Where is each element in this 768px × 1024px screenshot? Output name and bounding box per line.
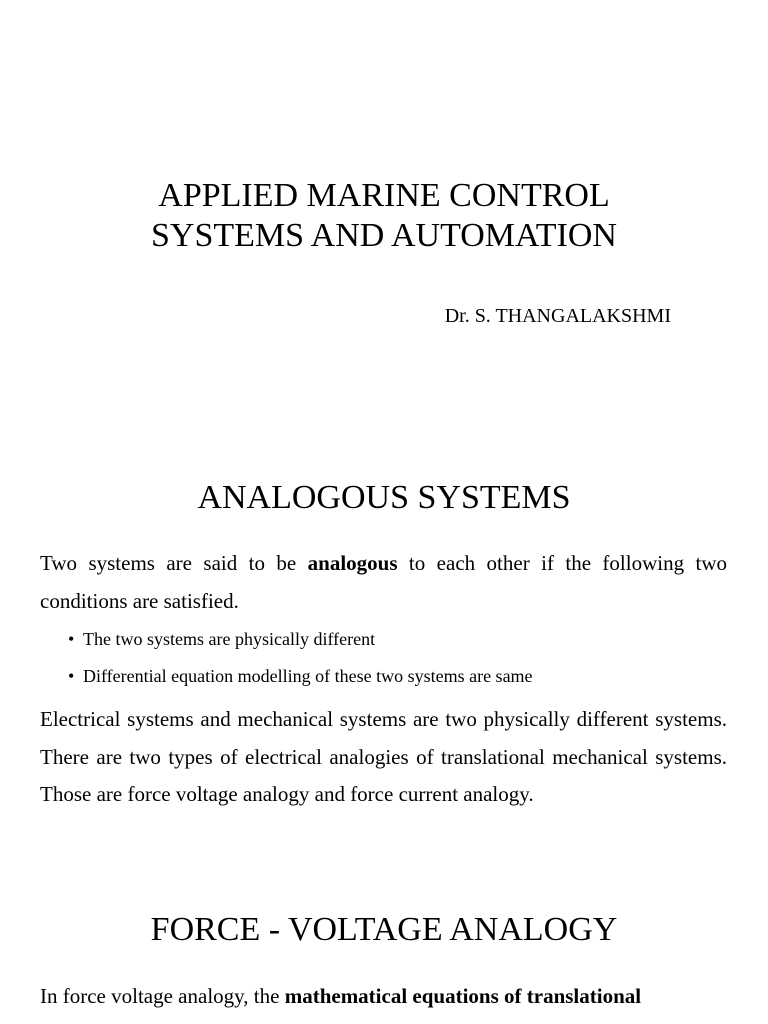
list-item <box>68 626 728 663</box>
bullet-icon: • <box>68 666 75 686</box>
author-name: Dr. S. THANGALAKSHMI <box>444 305 671 327</box>
document-title <box>0 176 768 256</box>
analogous-definition-bold-term: analogous <box>307 551 398 575</box>
force-voltage-text-start: In force voltage analogy, the <box>40 984 285 1008</box>
analogous-definition-text-end: to each other if the following two conditions are satisfied. <box>40 551 728 613</box>
bullet-icon: • <box>68 629 75 649</box>
analogous-definition-text-start: Two systems are said to be <box>40 551 308 575</box>
analogous-definition-paragraph <box>40 545 727 620</box>
section-heading-analogous-systems: ANALOGOUS SYSTEMS <box>197 479 571 516</box>
document-title-line-2: SYSTEMS AND AUTOMATION <box>151 217 617 254</box>
list-item <box>68 663 728 700</box>
document-title-line-1: APPLIED MARINE CONTROL <box>158 177 610 214</box>
list-item-text: Differential equation modelling of these two systems are same <box>83 666 533 686</box>
analogous-conditions-list <box>68 626 728 700</box>
list-item-text: The two systems are physically different <box>83 629 376 649</box>
electrical-analogies-paragraph: Electrical systems and mechanical systems are two physically different systems. There are two types of electrical analogies of translational mechanical systems. Those are force voltage analogy and force current analogy. <box>40 707 727 806</box>
section-heading-force-voltage-analogy: FORCE - VOLTAGE ANALOGY <box>150 911 618 948</box>
force-voltage-bold-text: mathematical equations of translational <box>284 984 642 1008</box>
force-voltage-paragraph <box>40 978 727 1016</box>
